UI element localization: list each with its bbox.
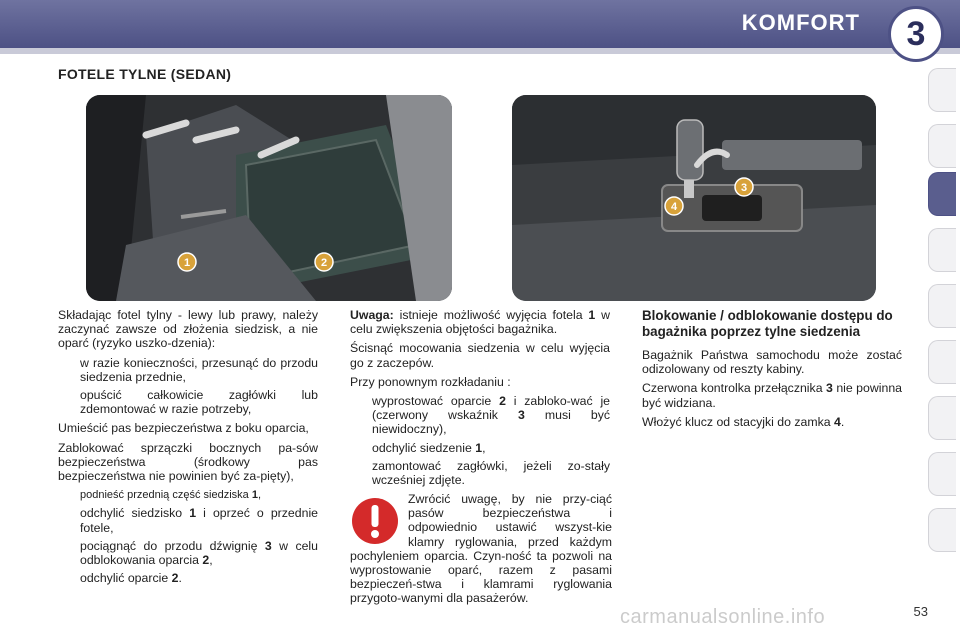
reference-number: 3 — [517, 408, 525, 423]
paragraph: Przy ponownym rozkładaniu : — [350, 374, 511, 389]
callout-label-4: 4 — [670, 201, 678, 213]
chapter-tab-active[interactable] — [928, 172, 956, 216]
paragraph: Zablokować sprzączki bocznych pa-sów bezpieczeństwa (środkowy pas bezpieczeństwa nie powinien być za-pięty), — [58, 440, 318, 484]
warning-exclamation-icon — [350, 496, 400, 546]
paragraph: Bagażnik Państwa samochodu może zostać odizolowany od reszty kabiny. — [642, 348, 902, 377]
reference-number: 1 — [588, 308, 596, 322]
paragraph-text: Włożyć klucz od stacyjki do zamka — [642, 414, 831, 429]
warning-note — [350, 492, 612, 606]
paragraph: Składając fotel tylny - lewy lub prawy, należy zaczynać zawsze od złożenia siedzisk, a nie oparć (ryzyko uszko-dzenia): — [58, 308, 318, 351]
list-item — [350, 394, 610, 437]
punctuation: , — [257, 489, 262, 502]
chapter-number-badge: 3 — [888, 6, 944, 62]
text-column-1 — [58, 308, 318, 590]
reference-number: 2 — [171, 571, 179, 586]
reference-number: 1 — [251, 489, 258, 502]
bullet-list — [58, 356, 318, 417]
callout-label-2: 2 — [320, 257, 328, 269]
chapter-title: KOMFORT — [741, 10, 860, 35]
text-column-3 — [642, 308, 902, 434]
list-item-text: w celu odblokowania oparcia — [80, 538, 318, 568]
reference-number: 1 — [189, 506, 197, 521]
list-item-text: odchylić siedzenie — [372, 440, 472, 455]
list-item — [350, 441, 610, 455]
reference-number: 4 — [834, 414, 841, 429]
list-item-text: i zabloko-wać je (czerwony wskaźnik — [372, 394, 611, 423]
chapter-tab[interactable] — [928, 508, 956, 552]
reference-number: 2 — [202, 553, 210, 568]
list-item — [58, 388, 318, 416]
list-item-text: i oprzeć o przednie fotele, — [80, 506, 319, 535]
header-underline — [0, 48, 960, 54]
chapter-tab[interactable] — [928, 396, 956, 440]
list-item-text: podnieść przednią część siedziska — [80, 489, 249, 502]
callout-label-3: 3 — [740, 182, 748, 194]
list-item-text: pociągnąć do przodu dźwignię — [80, 538, 258, 553]
punctuation: . — [178, 571, 182, 586]
punctuation: , — [209, 553, 213, 568]
list-item-text: musi być niewidoczny), — [372, 408, 610, 437]
chapter-tabs — [928, 68, 960, 576]
chapter-tab[interactable] — [928, 228, 956, 272]
list-item — [350, 459, 610, 487]
paragraph-text: istnieje możliwość wyjęcia fotela — [399, 308, 583, 322]
list-item-text: odchylić oparcie — [80, 571, 169, 586]
list-item — [58, 571, 318, 585]
list-item-text: w razie konieczności, przesunąć do przodu siedzenia przednie, — [80, 355, 318, 384]
bullet-list — [58, 488, 318, 585]
paragraph-text: w celu zwiększenia objętości bagażnika. — [350, 308, 610, 337]
paragraph-text: nie powinna być widziana. — [642, 381, 902, 410]
paragraph: Ścisnąć mocowania siedzenia w celu wyjęcia go z zaczepów. — [350, 341, 610, 370]
subsection-title: Blokowanie / odblokowanie dostępu do bagażnika poprzez tylne siedzenia — [642, 308, 893, 339]
chapter-tab[interactable] — [928, 284, 956, 328]
reference-number: 2 — [499, 394, 506, 409]
list-item-text: wyprostować oparcie — [372, 394, 492, 409]
paragraph — [642, 381, 902, 409]
punctuation: . — [840, 414, 845, 429]
page-number: 53 — [913, 604, 928, 619]
paragraph — [642, 415, 902, 429]
list-item-text: zamontować zagłówki, jeżeli zo-stały wcześniej zdjęte. — [372, 458, 610, 488]
paragraph: Umieścić pas bezpieczeństwa z boku oparcia, — [58, 421, 309, 436]
photo-rear-seat-folding — [86, 95, 452, 301]
text-column-2 — [350, 308, 610, 492]
section-title: FOTELE TYLNE (SEDAN) — [58, 66, 232, 82]
photo-trunk-lock — [512, 95, 876, 301]
reference-number: 3 — [826, 381, 833, 396]
warning-text: Zwrócić uwagę, by nie przy-ciąć pasów bezpieczeństwa i odpowiednio ustawić wszyst-kie klamry ryglowania, przed każdym pochyleniem oparcia. Czyn-ność ta pozwoli na wyprostowanie oparć, razem z pasami bezpieczeń-stwa i klamrami ryglowania przygoto-wanymi dla pasażerów. — [350, 492, 612, 606]
note-lead: Uwaga: — [350, 308, 394, 322]
list-item-text: odchylić siedzisko — [80, 506, 183, 521]
punctuation: , — [482, 440, 486, 455]
reference-number: 3 — [264, 538, 272, 553]
chapter-tab[interactable] — [928, 124, 956, 168]
bullet-list — [350, 394, 610, 487]
list-item-text: opuścić całkowicie zagłówki lub zdemontować w razie potrzeby, — [80, 388, 318, 417]
paragraph-text: Czerwona kontrolka przełącznika — [642, 381, 823, 396]
chapter-tab[interactable] — [928, 452, 956, 496]
chapter-tab[interactable] — [928, 340, 956, 384]
list-item — [58, 488, 318, 502]
callout-label-1: 1 — [183, 257, 191, 269]
chapter-tab[interactable] — [928, 68, 956, 112]
paragraph — [350, 308, 610, 336]
list-item — [58, 539, 318, 567]
reference-number: 1 — [475, 440, 483, 455]
list-item — [58, 356, 318, 384]
watermark: carmanualsonline.info — [620, 606, 826, 628]
list-item — [58, 506, 318, 534]
